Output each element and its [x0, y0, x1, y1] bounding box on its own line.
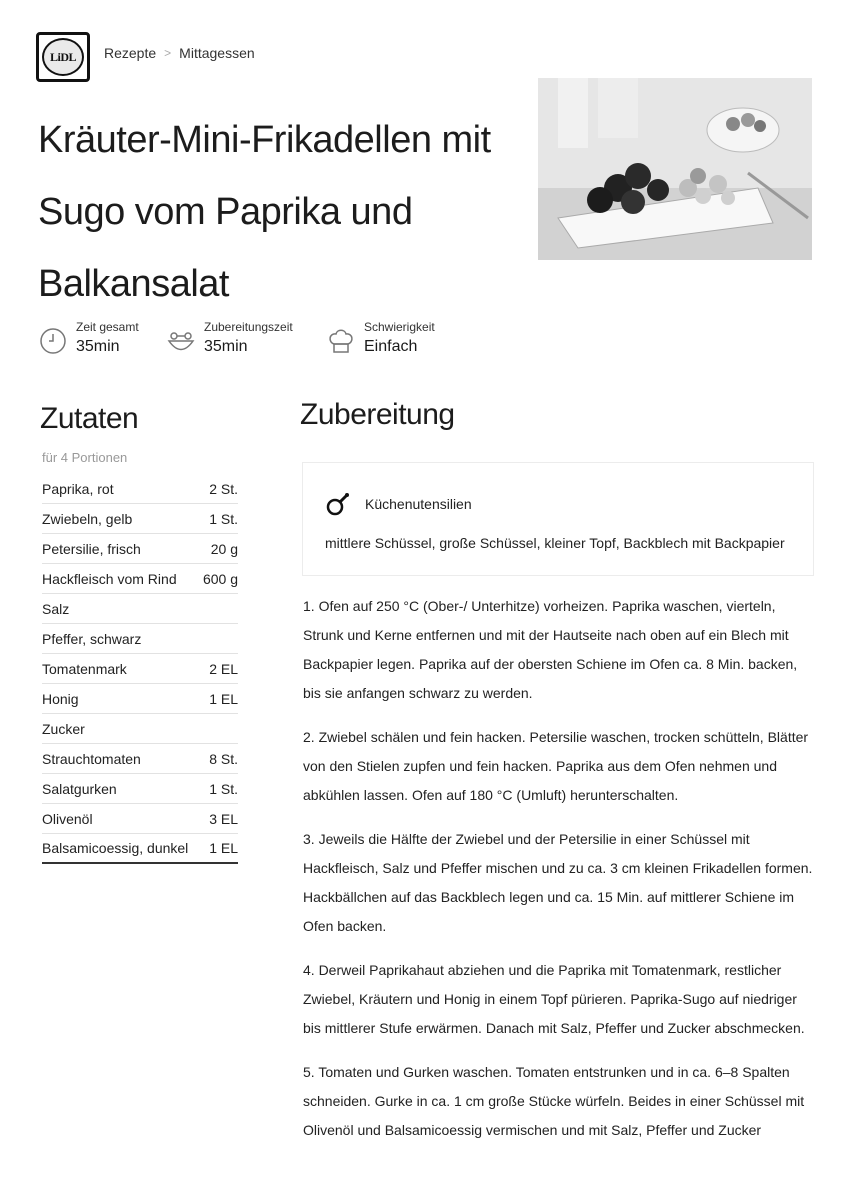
ingredient-row — [42, 804, 238, 834]
ingredient-amount: 3 EL — [209, 810, 238, 827]
ingredient-amount: 20 g — [210, 540, 238, 557]
portions-label: für 4 Portionen — [42, 450, 128, 465]
ingredient-name: Tomatenmark — [42, 660, 127, 677]
ingredient-row — [42, 774, 238, 804]
ingredient-name: Zwiebeln, gelb — [42, 510, 133, 527]
total-time-value: 35min — [76, 338, 120, 355]
ingredient-name: Paprika, rot — [42, 480, 114, 497]
utensils-box — [302, 462, 814, 576]
recipe-photo — [538, 78, 812, 260]
ingredient-row — [42, 654, 238, 684]
utensils-list: mittlere Schüssel, große Schüssel, kleiner Topf, Backblech mit Backpapier — [325, 535, 785, 551]
ingredient-amount: 2 EL — [209, 660, 238, 677]
ingredient-name: Salatgurken — [42, 780, 117, 797]
prep-time-label: Zubereitungszeit — [204, 320, 293, 334]
ingredient-name: Salz — [42, 600, 70, 617]
preparation-heading: Zubereitung — [300, 398, 455, 431]
breadcrumb — [104, 45, 255, 61]
logo-text: LiDL — [42, 38, 84, 76]
ingredient-name: Petersilie, frisch — [42, 540, 141, 557]
ingredient-amount: 8 St. — [209, 750, 238, 767]
meta-total-time — [38, 318, 139, 358]
meta-prep-time — [166, 318, 293, 358]
ingredient-row — [42, 474, 238, 504]
ingredient-name: Olivenöl — [42, 810, 93, 827]
ingredient-row — [42, 714, 238, 744]
meta-difficulty — [326, 318, 435, 358]
pan-icon — [325, 491, 351, 517]
ingredient-amount: 600 g — [202, 570, 238, 587]
ingredient-amount: 1 St. — [209, 510, 238, 527]
step-4: 4. Derweil Paprikahaut abziehen und die Paprika mit Tomatenmark, restlicher Zwiebel, Kräutern und Honig in einem Topf pürieren. Paprika-Sugo auf niedriger bis mittlerer Stufe erwärmen. Danach mit Salz, Pfeffer und Zucker abschmecken. — [303, 962, 805, 1036]
ingredient-row — [42, 684, 238, 714]
ingredient-row — [42, 534, 238, 564]
ingredient-name: Honig — [42, 690, 79, 707]
chef-hat-icon — [326, 326, 356, 356]
ingredient-amount: 1 EL — [209, 690, 238, 707]
ingredient-amount: 2 St. — [209, 480, 238, 497]
difficulty-label: Schwierigkeit — [364, 320, 435, 334]
ingredient-amount: 1 EL — [209, 840, 238, 856]
breadcrumb-separator: > — [164, 46, 172, 60]
step-1: 1. Ofen auf 250 °C (Ober-/ Unterhitze) vorheizen. Paprika waschen, vierteln, Strunk und Kerne entfernen und mit der Hautseite nach oben auf ein Blech mit Backpapier legen. Paprika auf der obersten Schiene im Ofen ca. 8 Min. backen, bis sie anfangen schwarz zu werden. — [303, 598, 798, 701]
step-3: 3. Jeweils die Hälfte der Zwiebel und der Petersilie in einer Schüssel mit Hackfleisch, Salz und Pfeffer mischen und zu ca. 3 cm kleinen Frikadellen formen. Hackbällchen auf das Backblech legen und ca. 15 Min. auf mittlerer Schiene im Ofen backen. — [303, 831, 813, 934]
utensils-label: Küchenutensilien — [365, 496, 472, 512]
utensils-header — [325, 491, 791, 517]
ingredient-name: Strauchtomaten — [42, 750, 141, 767]
pot-icon — [166, 326, 196, 356]
prep-time-value: 35min — [204, 338, 248, 355]
ingredient-row — [42, 624, 238, 654]
lidl-logo[interactable] — [36, 32, 90, 82]
ingredient-name: Hackfleisch vom Rind — [42, 570, 177, 587]
step-2: 2. Zwiebel schälen und fein hacken. Petersilie waschen, trocken schütteln, Blätter von den Stielen zupfen und fein hacken. Paprika aus dem Ofen nehmen und abkühlen lassen. Ofen auf 180 °C (Umluft) herunterschalten. — [303, 729, 809, 803]
breadcrumb-mittagessen[interactable]: Mittagessen — [179, 45, 255, 61]
difficulty-value: Einfach — [364, 338, 418, 355]
total-time-label: Zeit gesamt — [76, 320, 139, 334]
ingredient-row — [42, 744, 238, 774]
ingredient-list — [42, 474, 238, 864]
step-5: 5. Tomaten und Gurken waschen. Tomaten entstrunken und in ca. 6–8 Spalten schneiden. Gurke in ca. 1 cm große Stücke würfeln. Beides in einer Schüssel mit Olivenöl und Balsamicoessig vermischen und mit Salz, Pfeffer und Zucker — [303, 1064, 805, 1138]
clock-icon — [38, 326, 68, 356]
recipe-title: Kräuter-Mini-Frikadellen mit Sugo vom Paprika und Balkansalat — [38, 119, 491, 305]
ingredient-row — [42, 564, 238, 594]
ingredient-amount: 1 St. — [209, 780, 238, 797]
ingredients-heading: Zutaten — [40, 402, 139, 435]
breadcrumb-rezepte[interactable]: Rezepte — [104, 45, 157, 61]
ingredient-row — [42, 504, 238, 534]
preparation-steps — [303, 592, 815, 1160]
ingredient-row — [42, 594, 238, 624]
ingredient-row — [42, 834, 238, 864]
ingredient-name: Pfeffer, schwarz — [42, 630, 142, 647]
ingredient-name: Balsamicoessig, dunkel — [42, 840, 189, 856]
ingredient-name: Zucker — [42, 720, 85, 737]
